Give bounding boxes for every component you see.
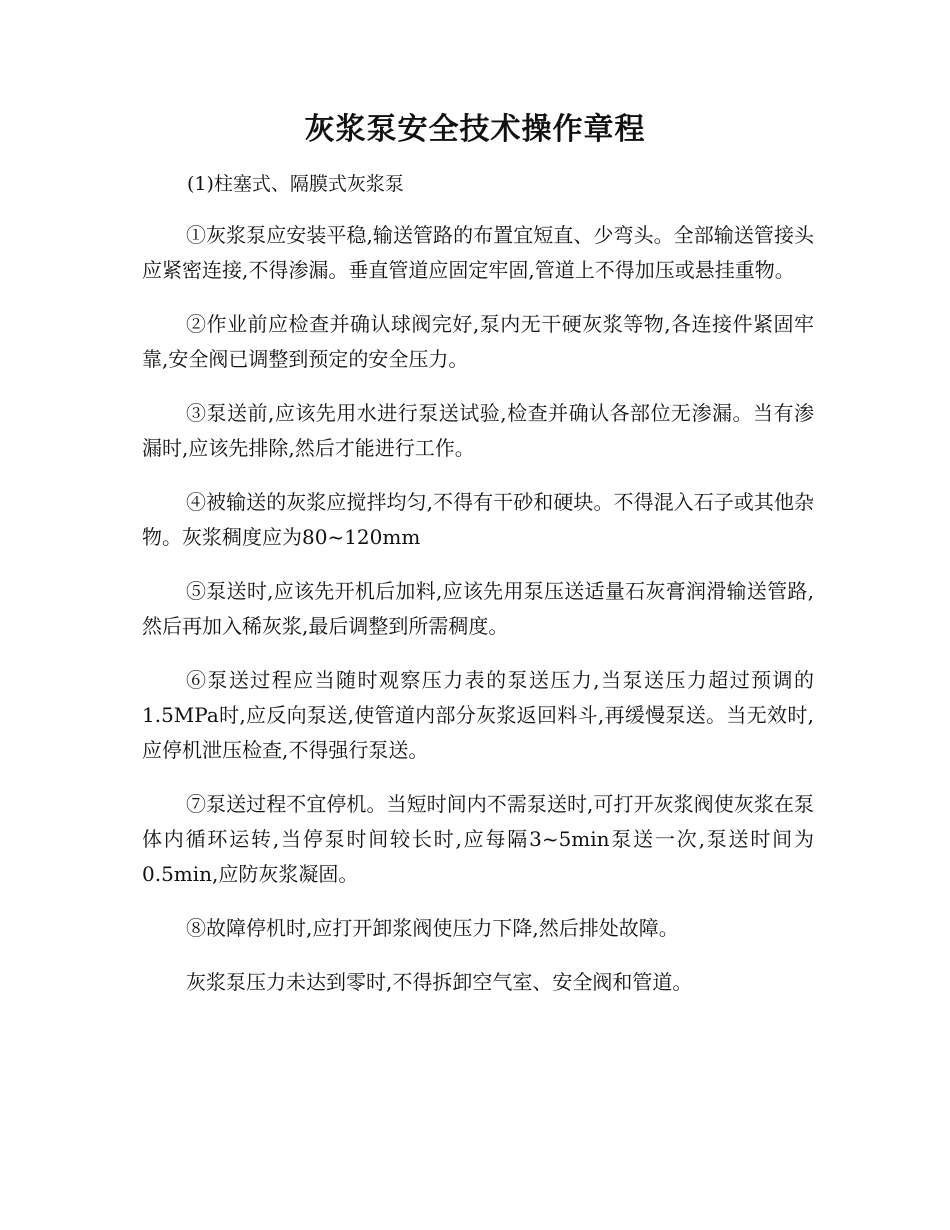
document-title: 灰浆泵安全技术操作章程	[304, 112, 646, 147]
paragraph-5: ⑤泵送时,应该先开机后加料,应该先用泵压送适量石灰膏润滑输送管路,然后再加入稀灰浆,最后调整到所需稠度。	[142, 579, 814, 638]
paragraph-4: ④被输送的灰浆应搅拌均匀,不得有干砂和硬块。不得混入石子或其他杂物。灰浆稠度应为80~120mm	[142, 490, 814, 549]
paragraph-8: ⑧故障停机时,应打开卸浆阀使压力下降,然后排处故障。	[186, 916, 679, 940]
paragraph-9: 灰浆泵压力未达到零时,不得拆卸空气室、安全阀和管道。	[186, 970, 693, 994]
paragraph-6: ⑥泵送过程应当随时观察压力表的泵送压力,当泵送压力超过预调的1.5MPa时,应反向泵送,使管道内部分灰浆返回料斗,再缓慢泵送。当无效时,应停机泄压检查,不得强行泵送。	[142, 668, 814, 762]
paragraph-1: ①灰浆泵应安装平稳,输送管路的布置宜短直、少弯头。全部输送管接头应紧密连接,不得渗漏。垂直管道应固定牢固,管道上不得加压或悬挂重物。	[142, 223, 814, 282]
section-heading: (1)柱塞式、隔膜式灰浆泵	[187, 173, 404, 195]
paragraph-7: ⑦泵送过程不宜停机。当短时间内不需泵送时,可打开灰浆阀使灰浆在泵体内循环运转,当停泵时间较长时,应每隔3~5min泵送一次,泵送时间为0.5min,应防灰浆凝固。	[142, 792, 814, 886]
paragraph-3: ③泵送前,应该先用水进行泵送试验,检查并确认各部位无渗漏。当有渗漏时,应该先排除,然后才能进行工作。	[142, 401, 814, 460]
paragraph-2: ②作业前应检查并确认球阀完好,泵内无干硬灰浆等物,各连接件紧固牢靠,安全阀已调整到预定的安全压力。	[142, 312, 814, 371]
document-body	[142, 218, 814, 1019]
